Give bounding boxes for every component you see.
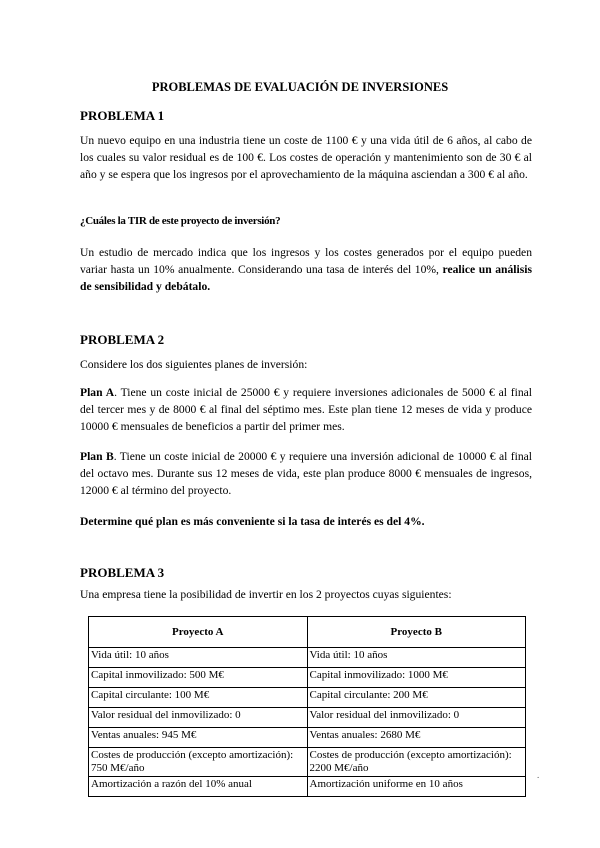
table-cell: Costes de producción (excepto amortización): 2200 M€/año <box>307 748 526 777</box>
table-cell: Valor residual del inmovilizado: 0 <box>307 708 526 728</box>
problem-1-heading: PROBLEMA 1 <box>80 108 165 123</box>
table-row <box>89 708 526 728</box>
problem-1-paragraph: Un nuevo equipo en una industria tiene un coste de 1100 € y una vida útil de 6 años, al cabo de los cuales su valor residual es de 100 €. Los costes de operación y mantenimiento son de 30 € al año y se espera que los ingresos por el aprovechamiento de la máquina asciendan a 300 € al año. <box>80 134 532 181</box>
table-header-row <box>89 617 526 648</box>
plan-a-text: . Tiene un coste inicial de 25000 € y requiere inversiones adicionales de 5000 € al final del tercer mes y de 8000 € al final del séptimo mes. Este plan tiene 12 meses de vida y produce 10000 € mensuales de beneficios a partir del primer mes. <box>80 386 532 433</box>
table-cell: Ventas anuales: 945 M€ <box>89 728 308 748</box>
table-cell: Vida útil: 10 años <box>307 648 526 668</box>
problem-2-intro: Considere los dos siguientes planes de inversión: <box>80 358 308 371</box>
table-header: Proyecto B <box>307 617 526 648</box>
problem-2-question: Determine qué plan es más conveniente si la tasa de interés es del 4%. <box>80 515 425 528</box>
table-row <box>89 668 526 688</box>
table-row <box>89 648 526 668</box>
table-header: Proyecto A <box>89 617 308 648</box>
table-cell: Vida útil: 10 años <box>89 648 308 668</box>
table-cell: Capital inmovilizado: 500 M€ <box>89 668 308 688</box>
table-cell: Amortización a razón del 10% anual <box>89 777 308 797</box>
document-title: PROBLEMAS DE EVALUACIÓN DE INVERSIONES <box>151 80 449 94</box>
plan-a-paragraph <box>80 385 532 435</box>
table-cell: Amortización uniforme en 10 años <box>307 777 526 797</box>
table-row <box>89 688 526 708</box>
table-cell: Valor residual del inmovilizado: 0 <box>89 708 308 728</box>
table-cell: Costes de producción (excepto amortización): 750 M€/año <box>89 748 308 777</box>
table-cell: Ventas anuales: 2680 M€ <box>307 728 526 748</box>
problem-1-question: ¿Cuáles la TIR de este proyecto de inversión? <box>80 215 281 227</box>
sensitivity-text: Un estudio de mercado indica que los ingresos y los costes generados por el equipo pueden variar hasta un 10% anualmente. Considerando una tasa de interés del 10%, <box>80 246 532 276</box>
table-cell: Capital circulante: 100 M€ <box>89 688 308 708</box>
sensitivity-task: realice un análisis de sensibilidad y debátalo. <box>80 262 532 293</box>
problem-1-sensitivity-paragraph <box>80 245 532 295</box>
plan-a-label: Plan A <box>80 386 115 399</box>
table-row <box>89 748 526 777</box>
plan-b-text: . Tiene un coste inicial de 20000 € y requiere una inversión adicional de 10000 € al final del octavo mes. Durante sus 12 meses de vida, este plan produce 8000 € mensuales de ingresos, 12000 € al término del proyecto. <box>80 450 532 497</box>
table-row <box>89 777 526 797</box>
table-row <box>89 728 526 748</box>
problem-3-heading: PROBLEMA 3 <box>80 565 165 580</box>
problem-2-heading: PROBLEMA 2 <box>80 332 165 347</box>
table-cell: Capital circulante: 200 M€ <box>307 688 526 708</box>
table-cell: Capital inmovilizado: 1000 M€ <box>307 668 526 688</box>
projects-table <box>88 616 526 797</box>
plan-b-paragraph <box>80 449 532 499</box>
plan-b-label: Plan B <box>80 450 114 463</box>
problem-3-intro: Una empresa tiene la posibilidad de invertir en los 2 proyectos cuyas siguientes: <box>80 588 452 601</box>
stray-mark: . <box>537 770 540 780</box>
